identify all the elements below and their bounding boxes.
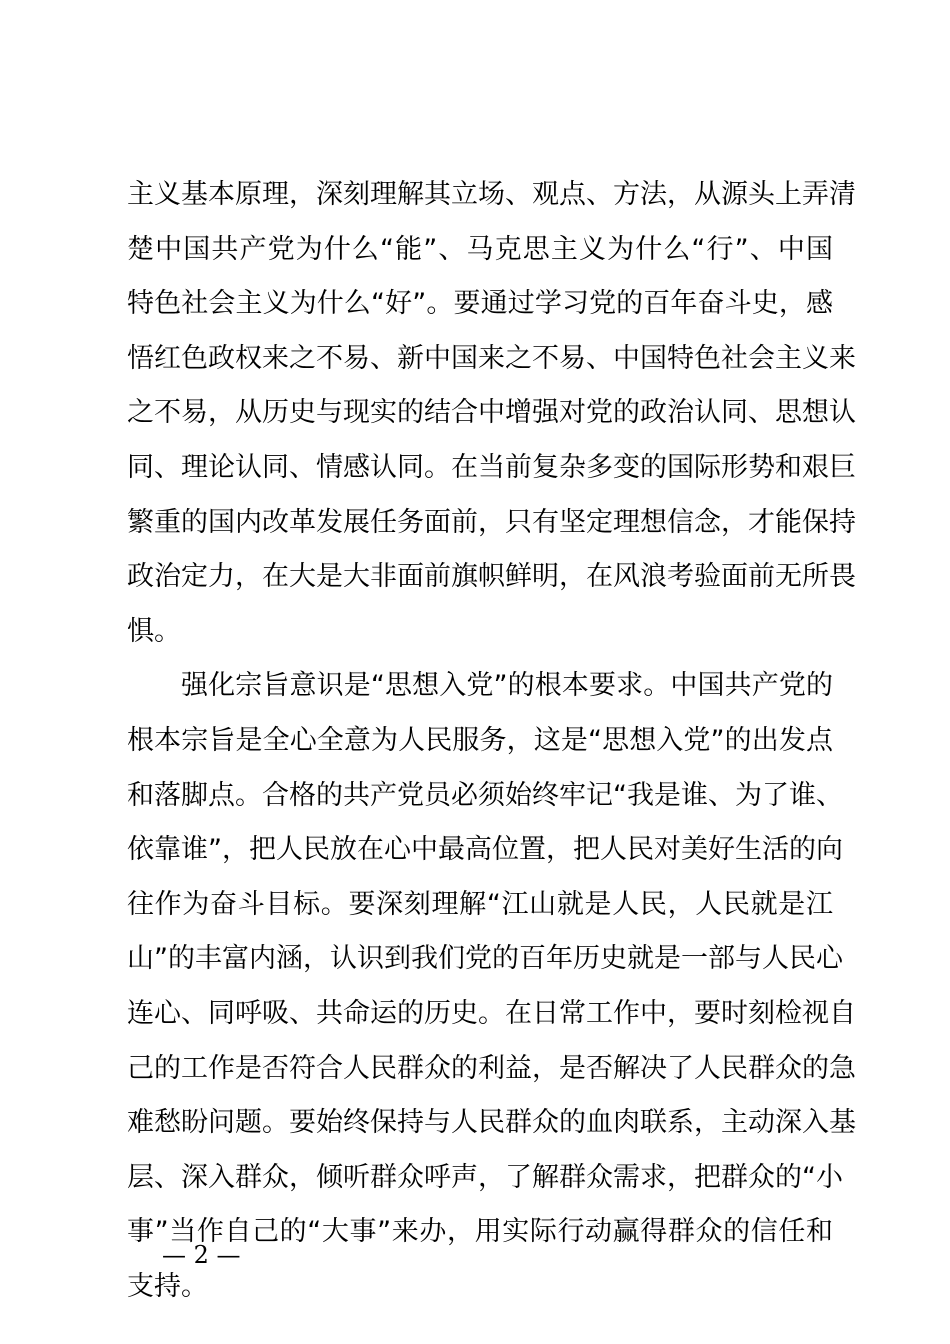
text-line: 依靠谁”，把人民放在心中最高位置，把人民对美好生活的向 xyxy=(127,834,843,866)
text-line: 同、理论认同、情感认同。在当前复杂多变的国际形势和艰巨 xyxy=(127,451,856,483)
paragraph xyxy=(127,168,856,659)
text-line: 繁重的国内改革发展任务面前，只有坚定理想信念，才能保持 xyxy=(127,506,856,538)
text-line: 难愁盼问题。要始终保持与人民群众的血肉联系，主动深入基 xyxy=(127,1107,856,1139)
text-line: 连心、同呼吸、共命运的历史。在日常工作中，要时刻检视自 xyxy=(127,997,856,1029)
text-line: 特色社会主义为什么“好”。要通过学习党的百年奋斗史，感 xyxy=(127,288,833,320)
text-line: 层、深入群众，倾听群众呼声，了解群众需求，把群众的“小 xyxy=(127,1161,843,1193)
text-line: 政治定力，在大是大非面前旗帜鲜明，在风浪考验面前无所畏 xyxy=(127,561,856,593)
text-line: 悟红色政权来之不易、新中国来之不易、中国特色社会主义来 xyxy=(127,342,856,374)
text-line: 之不易，从历史与现实的结合中增强对党的政治认同、思想认 xyxy=(127,397,856,429)
text-line: 事”当作自己的“大事”来办，用实际行动赢得群众的信任和 xyxy=(127,1216,833,1248)
page-number: — 2 — xyxy=(162,1241,241,1269)
text-line: 根本宗旨是全心全意为人民服务，这是“思想入党”的出发点 xyxy=(127,724,833,756)
text-line: 己的工作是否符合人民群众的利益，是否解决了人民群众的急 xyxy=(127,1052,856,1084)
text-line: 往作为奋斗目标。要深刻理解“江山就是人民，人民就是江 xyxy=(127,888,833,920)
text-line: 楚中国共产党为什么“能”、马克思主义为什么“行”、中国 xyxy=(127,233,833,265)
text-line: 主义基本原理，深刻理解其立场、观点、方法，从源头上弄清 xyxy=(127,179,856,210)
text-line: 和落脚点。合格的共产党员必须始终牢记“我是谁、为了谁、 xyxy=(127,779,843,811)
paragraph xyxy=(127,659,856,1314)
text-line: 支持。 xyxy=(127,1270,208,1302)
body-text xyxy=(127,168,856,1314)
text-line: 惧。 xyxy=(127,615,181,647)
text-line: 山”的丰富内涵，认识到我们党的百年历史就是一部与人民心 xyxy=(127,943,843,975)
text-line: 强化宗旨意识是“思想入党”的根本要求。中国共产党的 xyxy=(181,670,833,702)
